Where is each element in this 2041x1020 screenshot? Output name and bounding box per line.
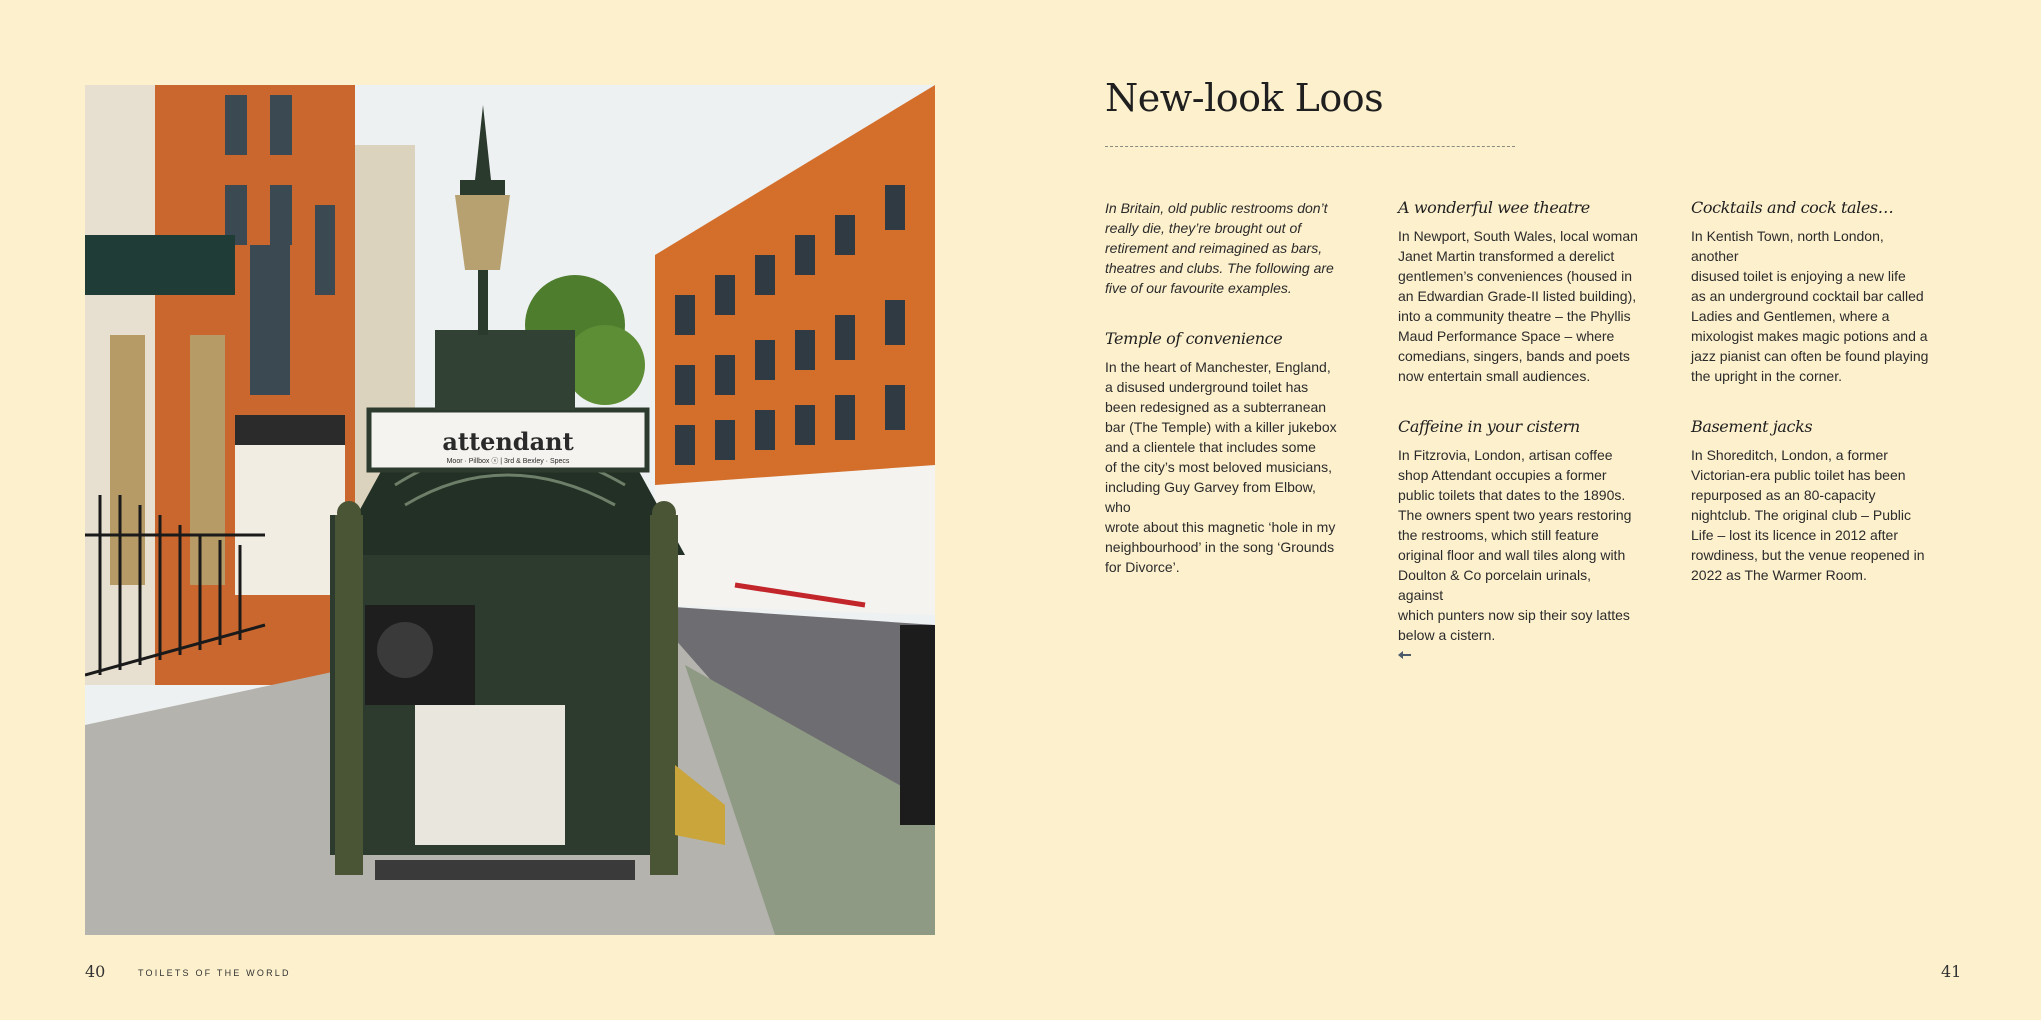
section-body-cocktails: In Kentish Town, north London, another disused toilet is enjoying a new life as an underground cocktail bar called Ladies and Gentlemen, where a mixologist makes magic potions and a jazz pianist can often be found playing the upright in the corner. <box>1691 228 1929 384</box>
page-number-left: 40 <box>85 962 106 981</box>
photo-sign-text: attendant <box>442 427 574 456</box>
section-heading-temple: Temple of convenience <box>1105 329 1283 348</box>
section-heading-basement: Basement jacks <box>1691 417 1813 436</box>
section-body-cistern: In Fitzrovia, London, artisan coffee shop Attendant occupies a former public toilets that dates to the 1890s. The owners spent two years restoring the restrooms, which still feature original floor and wall tiles along with Doulton & Co porcelain urinals, against which punters now sip their soy lattes below a cistern. <box>1398 447 1632 643</box>
section-body-temple: In the heart of Manchester, England, a disused underground toilet has been redesigned as a subterranean bar (The Temple) with a killer jukebox and a clientele that includes some of the city’s most beloved musicians, including Guy Garvey from Elbow, who wrote about this magnetic ‘hole in my neighbourhood’ in the song ‘Grounds for Divorce’. <box>1105 359 1337 575</box>
title-divider <box>1105 146 1515 147</box>
running-head: TOILETS OF THE WORLD <box>138 968 291 978</box>
street-photo <box>85 85 935 935</box>
column-2 <box>1398 198 1638 660</box>
section-heading-theatre: A wonderful wee theatre <box>1398 198 1590 217</box>
section-body-basement: In Shoreditch, London, a former Victorian-era public toilet has been repurposed as an 80-capacity nightclub. The original club – Public Life – lost its licence in 2012 after rowdiness, but the venue reopened in 2022 as The Warmer Room. <box>1691 447 1925 583</box>
attendant-entrance-illustration <box>85 85 935 935</box>
photo-sign-subtext: Moor · Pillbox ⓢ | 3rd & Bexley · Specs <box>446 458 570 465</box>
section-heading-cocktails: Cocktails and cock tales… <box>1691 198 1894 217</box>
section-heading-cistern: Caffeine in your cistern <box>1398 417 1580 436</box>
column-1 <box>1105 198 1345 608</box>
article-intro: In Britain, old public restrooms don’t really die, they’re brought out of retirement and reimagined as bars, theatres and clubs. The following are five of our favourite examples. <box>1105 200 1334 296</box>
arrow-left-icon <box>1398 650 1412 660</box>
page-number-right: 41 <box>1941 962 1962 981</box>
section-body-theatre: In Newport, South Wales, local woman Janet Martin transformed a derelict gentlemen’s conveniences (housed in an Edwardian Grade-II listed building), into a community theatre – the Phyllis Maud Performance Space – where comedians, singers, bands and poets now entertain small audiences. <box>1398 228 1638 384</box>
column-3 <box>1691 198 1931 616</box>
article-title: New-look Loos <box>1105 76 1384 120</box>
